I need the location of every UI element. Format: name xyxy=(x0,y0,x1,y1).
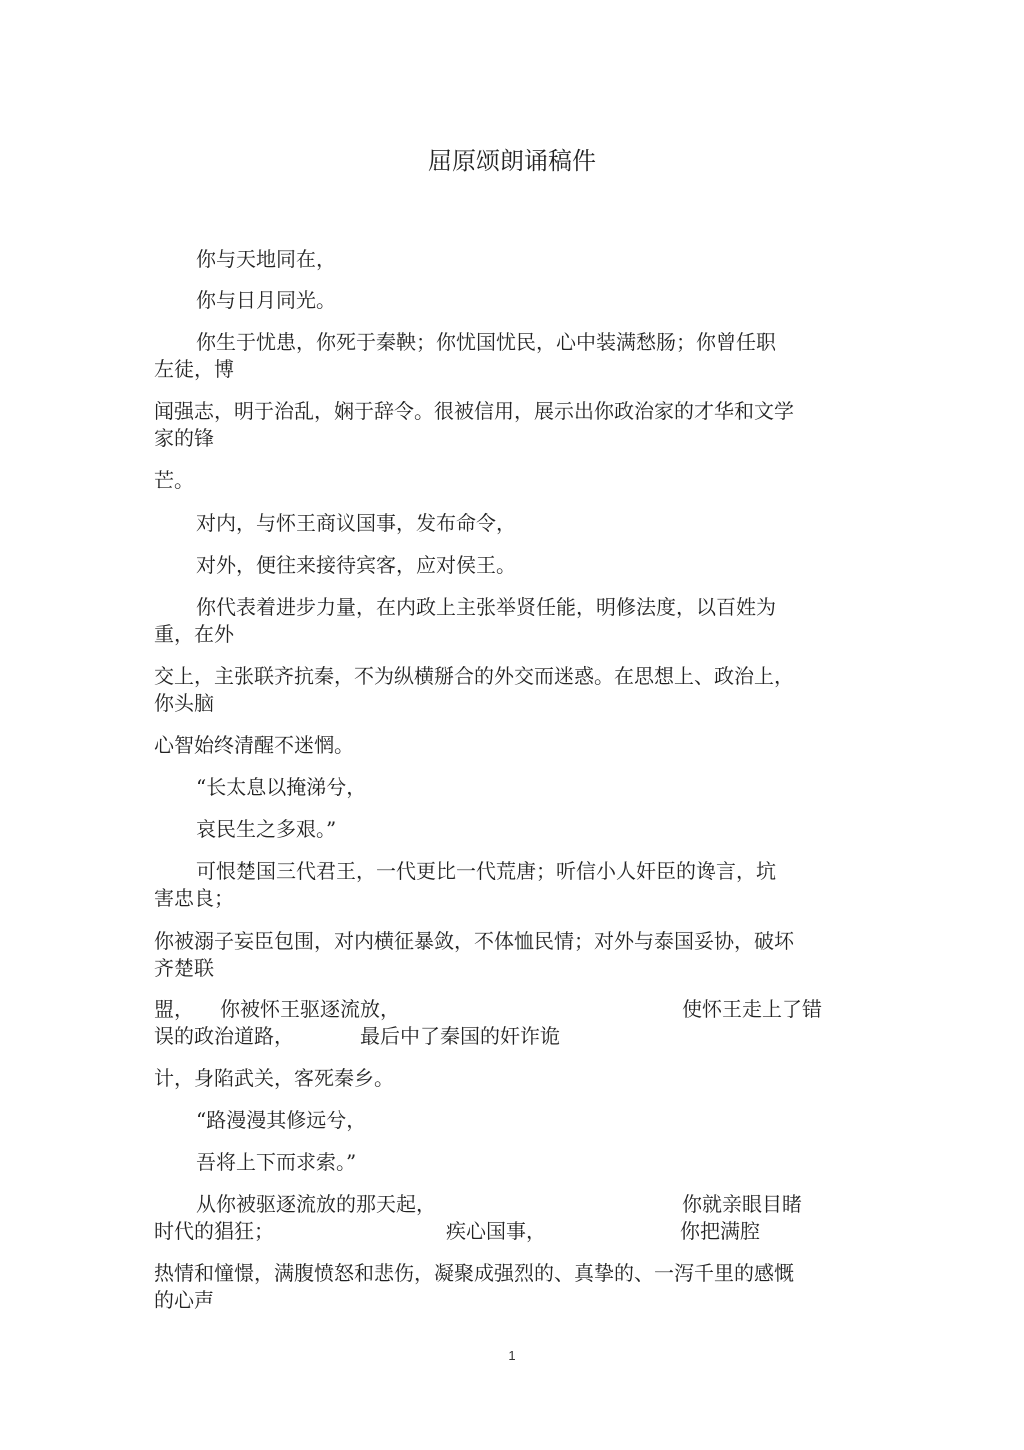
text-line: “路漫漫其修远兮， xyxy=(196,1108,367,1132)
text-segment: 最后中了秦国的奸诈诡 xyxy=(360,1024,560,1048)
paragraph xyxy=(154,510,886,537)
text-segment: 时代的猖狂； xyxy=(154,1219,274,1243)
quote-line xyxy=(154,1107,886,1134)
text-line: 你与天地同在， xyxy=(196,247,336,271)
text-line xyxy=(154,996,844,1023)
text-line: 左徒，博 xyxy=(154,357,234,381)
text-line: 害忠良； xyxy=(154,886,234,910)
paragraph xyxy=(154,467,844,494)
text-line: 闻强志，明于治乱，娴于辞令。很被信用，展示出你政治家的才华和文学 xyxy=(154,399,794,423)
paragraph xyxy=(154,329,844,383)
text-line: 家的锋 xyxy=(154,426,214,450)
text-line: 可恨楚国三代君王，一代更比一代荒唐；听信小人奸臣的谗言，坑 xyxy=(196,859,776,883)
text-line: 对内，与怀王商议国事，发布命令， xyxy=(196,511,516,535)
paragraph xyxy=(154,594,844,648)
text-segment: 疾心国事， xyxy=(446,1219,546,1243)
text-line xyxy=(154,1218,844,1245)
text-line: 交上，主张联齐抗秦，不为纵横掰合的外交而迷惑。在思想上、政治上， xyxy=(154,664,794,688)
text-line: 你生于忧患，你死于秦鞅；你忧国忧民，心中装满愁肠；你曾任职 xyxy=(196,330,776,354)
text-segment: 你就亲眼目睹 xyxy=(682,1192,802,1216)
paragraph xyxy=(154,1191,844,1245)
paragraph xyxy=(154,398,844,452)
text-segment: 盟， xyxy=(154,997,194,1021)
text-line xyxy=(154,1023,844,1050)
paragraph xyxy=(154,732,844,759)
text-line: 齐楚联 xyxy=(154,956,214,980)
text-line: 的心声 xyxy=(154,1288,214,1312)
text-line: 你头脑 xyxy=(154,691,214,715)
paragraph xyxy=(154,287,886,314)
text-line: 重，在外 xyxy=(154,622,234,646)
text-line: 你代表着进步力量，在内政上主张举贤任能，明修法度，以百姓为 xyxy=(196,595,776,619)
text-segment: 从你被驱逐流放的那天起， xyxy=(196,1192,436,1216)
paragraph xyxy=(154,996,844,1050)
paragraph xyxy=(154,928,844,982)
text-line: “长太息以掩涕兮， xyxy=(196,775,367,799)
text-line xyxy=(154,1191,844,1218)
paragraph xyxy=(154,1260,844,1314)
text-line: 心智始终清醒不迷惘。 xyxy=(154,733,354,757)
page-title: 屈原颂朗诵稿件 xyxy=(428,147,596,175)
text-segment: 误的政治道路， xyxy=(154,1024,294,1048)
text-line: 计，身陷武关，客死秦乡。 xyxy=(154,1066,394,1090)
text-line: 吾将上下而求索。” xyxy=(196,1150,357,1174)
paragraph xyxy=(154,858,844,912)
text-line: 哀民生之多艰。” xyxy=(196,817,337,841)
text-segment: 使怀王走上了错 xyxy=(682,997,822,1021)
paragraph xyxy=(154,246,886,273)
quote-line xyxy=(154,774,886,801)
quote-line xyxy=(154,816,886,843)
text-line: 芒。 xyxy=(154,468,194,492)
text-segment: 你被怀王驱逐流放， xyxy=(220,997,400,1021)
text-segment: 你把满腔 xyxy=(680,1219,760,1243)
page-number: 1 xyxy=(508,1348,516,1363)
text-line: 你被溺子妄臣包围，对内横征暴敛，不体恤民情；对外与泰国妥协，破坏 xyxy=(154,929,794,953)
text-line: 热情和憧憬，满腹愤怒和悲伤，凝聚成强烈的、真挚的、一泻千里的感慨 xyxy=(154,1261,794,1285)
quote-line xyxy=(154,1149,886,1176)
paragraph xyxy=(154,663,844,717)
paragraph xyxy=(154,1065,844,1092)
text-line: 你与日月同光。 xyxy=(196,288,336,312)
paragraph xyxy=(154,552,886,579)
text-line: 对外，便往来接待宾客，应对侯王。 xyxy=(196,553,516,577)
